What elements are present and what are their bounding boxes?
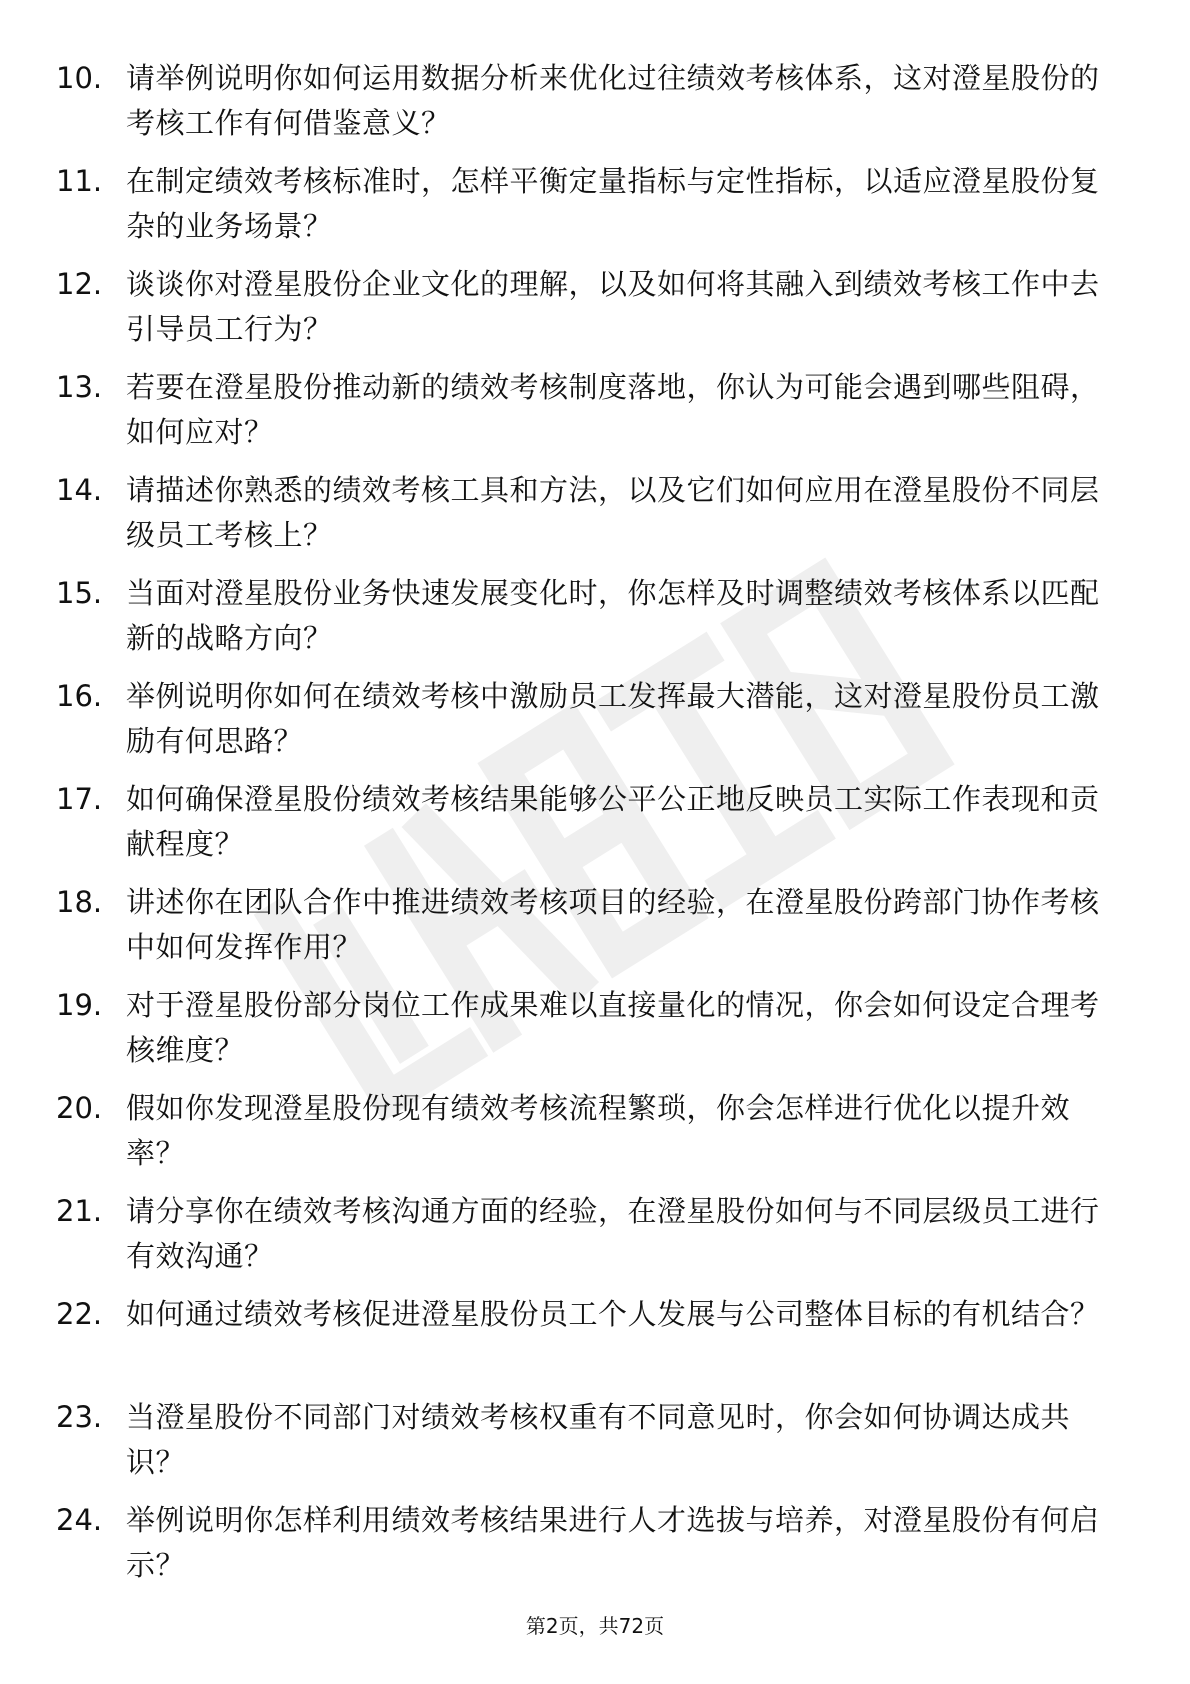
- question-item: [56, 777, 1116, 880]
- question-item: [56, 571, 1116, 674]
- question-item: [56, 983, 1116, 1086]
- question-number: 13.: [56, 370, 103, 404]
- question-item: [56, 1189, 1116, 1292]
- question-item: [56, 159, 1116, 262]
- question-number: 17.: [56, 782, 103, 816]
- question-item: [56, 468, 1116, 571]
- question-number: 15.: [56, 576, 103, 610]
- question-item: [56, 262, 1116, 365]
- question-item: [56, 674, 1116, 777]
- question-text: 请描述你熟悉的绩效考核工具和方法，以及它们如何应用在澄星股份不同层级员工考核上？: [126, 473, 1100, 552]
- question-number: 14.: [56, 473, 103, 507]
- page-number-label: 第2页，共72页: [525, 1614, 665, 1638]
- question-text: 举例说明你如何在绩效考核中激励员工发挥最大潜能，这对澄星股份员工激励有何思路？: [126, 679, 1100, 758]
- question-text: 讲述你在团队合作中推进绩效考核项目的经验，在澄星股份跨部门协作考核中如何发挥作用？: [126, 885, 1100, 964]
- question-text: 请分享你在绩效考核沟通方面的经验，在澄星股份如何与不同层级员工进行有效沟通？: [126, 1194, 1100, 1273]
- question-text: 假如你发现澄星股份现有绩效考核流程繁琐，你会怎样进行优化以提升效率？: [126, 1091, 1071, 1170]
- question-text: 若要在澄星股份推动新的绩效考核制度落地，你认为可能会遇到哪些阻碍，如何应对？: [126, 370, 1100, 449]
- question-number: 11.: [56, 164, 103, 198]
- question-text: 当面对澄星股份业务快速发展变化时，你怎样及时调整绩效考核体系以匹配新的战略方向？: [126, 576, 1100, 655]
- question-item: [56, 1292, 1116, 1395]
- question-item: [56, 365, 1116, 468]
- question-item: [56, 880, 1116, 983]
- question-text: 如何通过绩效考核促进澄星股份员工个人发展与公司整体目标的有机结合？: [126, 1297, 1100, 1331]
- question-text: 举例说明你怎样利用绩效考核结果进行人才选拔与培养，对澄星股份有何启示？: [126, 1503, 1100, 1582]
- question-text: 对于澄星股份部分岗位工作成果难以直接量化的情况，你会如何设定合理考核维度？: [126, 988, 1100, 1067]
- question-number: 12.: [56, 267, 103, 301]
- question-text: 在制定绩效考核标准时，怎样平衡定量指标与定性指标，以适应澄星股份复杂的业务场景？: [126, 164, 1100, 243]
- question-number: 10.: [56, 61, 103, 95]
- question-number: 19.: [56, 988, 103, 1022]
- page-footer: [0, 1612, 1190, 1640]
- question-item: [56, 1086, 1116, 1189]
- question-text: 谈谈你对澄星股份企业文化的理解，以及如何将其融入到绩效考核工作中去引导员工行为？: [126, 267, 1100, 346]
- question-number: 24.: [56, 1503, 103, 1537]
- question-number: 22.: [56, 1297, 103, 1331]
- question-text: 当澄星股份不同部门对绩效考核权重有不同意见时，你会如何协调达成共识？: [126, 1400, 1071, 1479]
- question-text: 请举例说明你如何运用数据分析来优化过往绩效考核体系，这对澄星股份的考核工作有何借鉴意义？: [126, 61, 1100, 140]
- question-number: 16.: [56, 679, 103, 713]
- question-item: [56, 1498, 1116, 1601]
- question-number: 23.: [56, 1400, 103, 1434]
- question-list: [56, 56, 1116, 1601]
- question-item: [56, 1395, 1116, 1498]
- question-number: 20.: [56, 1091, 103, 1125]
- question-item: [56, 56, 1116, 159]
- question-number: 18.: [56, 885, 103, 919]
- question-text: 如何确保澄星股份绩效考核结果能够公平公正地反映员工实际工作表现和贡献程度？: [126, 782, 1100, 861]
- question-number: 21.: [56, 1194, 103, 1228]
